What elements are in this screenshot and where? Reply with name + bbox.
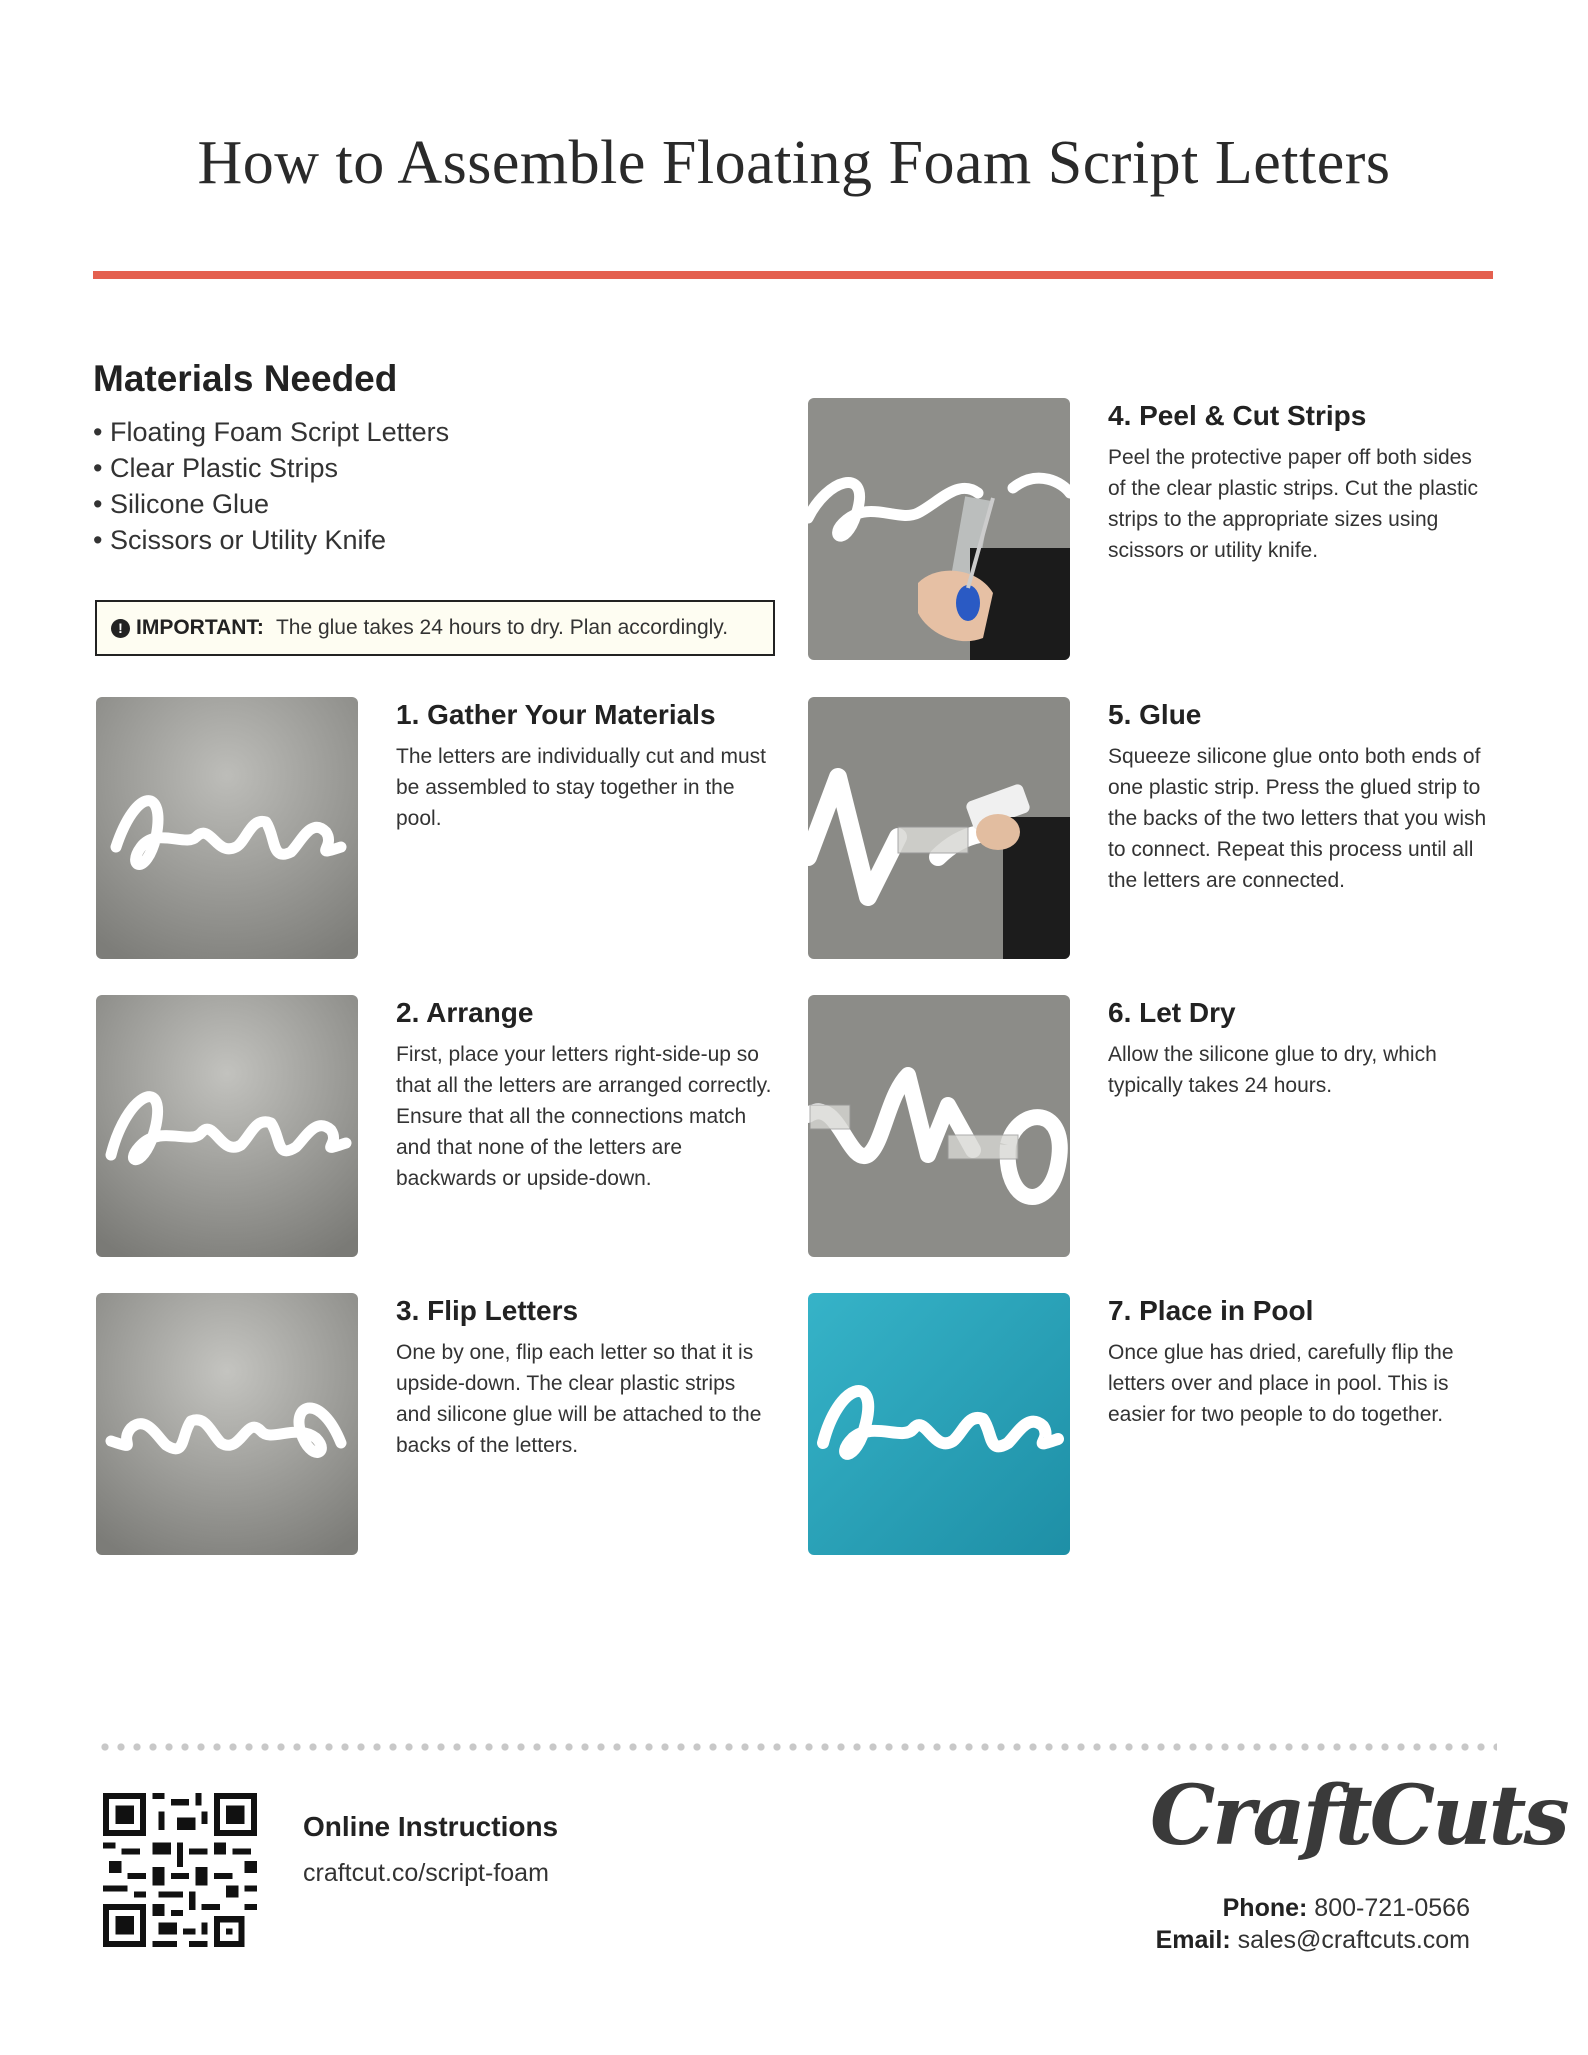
step-6-title: 6. Let Dry [1108,997,1236,1028]
step-7-text [1108,1295,1488,1430]
materials-item: • Clear Plastic Strips [93,450,773,486]
materials-section [93,358,773,558]
online-instructions-title: Online Instructions [303,1811,559,1842]
step-7-description: Once glue has dried, carefully flip the letters over and place in pool. This is easier for two people to do together. [1108,1341,1454,1426]
materials-list [93,414,773,558]
step-4 [808,398,1528,660]
step-6-text [1108,997,1488,1101]
step-4-title: 4. Peel & Cut Strips [1108,400,1367,431]
step-2-description: First, place your letters right-side-up so that all the letters are arranged correctly. Ensure that all the connections match and that none of the letters are backwards or upside-down. [396,1043,772,1190]
step-1 [96,697,816,959]
phone-line [1100,1892,1470,1924]
exclamation-circle-icon: ! [111,619,130,638]
step-2 [96,995,816,1257]
qr-code-icon[interactable] [103,1793,257,1947]
step-3 [96,1293,816,1555]
step-6 [808,995,1528,1257]
important-notice [95,600,775,656]
page-title: How to Assemble Floating Foam Script Letters [197,129,1391,197]
email-label: Email: [1155,1926,1231,1954]
step-3-text [396,1295,776,1461]
step-7 [808,1293,1528,1555]
step-5-description: Squeeze silicone glue onto both ends of one plastic strip. Press the glued strip to the backs of the two letters that you wish to connect. Repeat this process until all the letters are connected. [1108,745,1487,892]
materials-item: • Floating Foam Script Letters [93,414,773,450]
contact-info [1100,1892,1470,1956]
materials-heading: Materials Needed [93,358,398,399]
craftcuts-logo: CraftCuts [1150,1768,1567,1864]
important-label: IMPORTANT: [136,616,264,639]
step-3-title: 3. Flip Letters [396,1295,579,1326]
step-1-description: The letters are individually cut and must be assembled to stay together in the pool. [396,745,767,830]
step-6-photo [808,995,1070,1257]
online-instructions-link[interactable]: craftcut.co/script-foam [303,1859,549,1887]
phone-number[interactable]: 800-721-0566 [1314,1894,1470,1922]
step-1-text [396,699,776,834]
online-instructions [303,1811,558,1888]
step-2-photo [96,995,358,1257]
step-6-description: Allow the silicone glue to dry, which typically takes 24 hours. [1108,1043,1437,1097]
email-line [1100,1924,1470,1956]
materials-item: • Silicone Glue [93,486,773,522]
step-2-title: 2. Arrange [396,997,534,1028]
step-3-photo [96,1293,358,1555]
phone-label: Phone: [1222,1894,1308,1922]
step-5 [808,697,1528,959]
step-5-photo [808,697,1070,959]
important-text: The glue takes 24 hours to dry. Plan accordingly. [275,616,729,639]
step-1-title: 1. Gather Your Materials [396,699,716,730]
step-2-text [396,997,776,1194]
step-1-photo [96,697,358,959]
step-4-photo [808,398,1070,660]
step-7-title: 7. Place in Pool [1108,1295,1314,1326]
title-divider [93,271,1493,279]
footer-divider [97,1743,1497,1751]
step-4-text [1108,400,1488,566]
step-3-description: One by one, flip each letter so that it is upside-down. The clear plastic strips and silicone glue will be attached to the backs of the letters. [396,1341,762,1457]
step-5-title: 5. Glue [1108,699,1202,730]
materials-item: • Scissors or Utility Knife [93,522,773,558]
email-address[interactable]: sales@craftcuts.com [1237,1926,1470,1954]
step-5-text [1108,699,1488,896]
step-7-photo [808,1293,1070,1555]
step-4-description: Peel the protective paper off both sides of the clear plastic strips. Cut the plastic strips to the appropriate sizes using scissors or utility knife. [1108,446,1478,562]
